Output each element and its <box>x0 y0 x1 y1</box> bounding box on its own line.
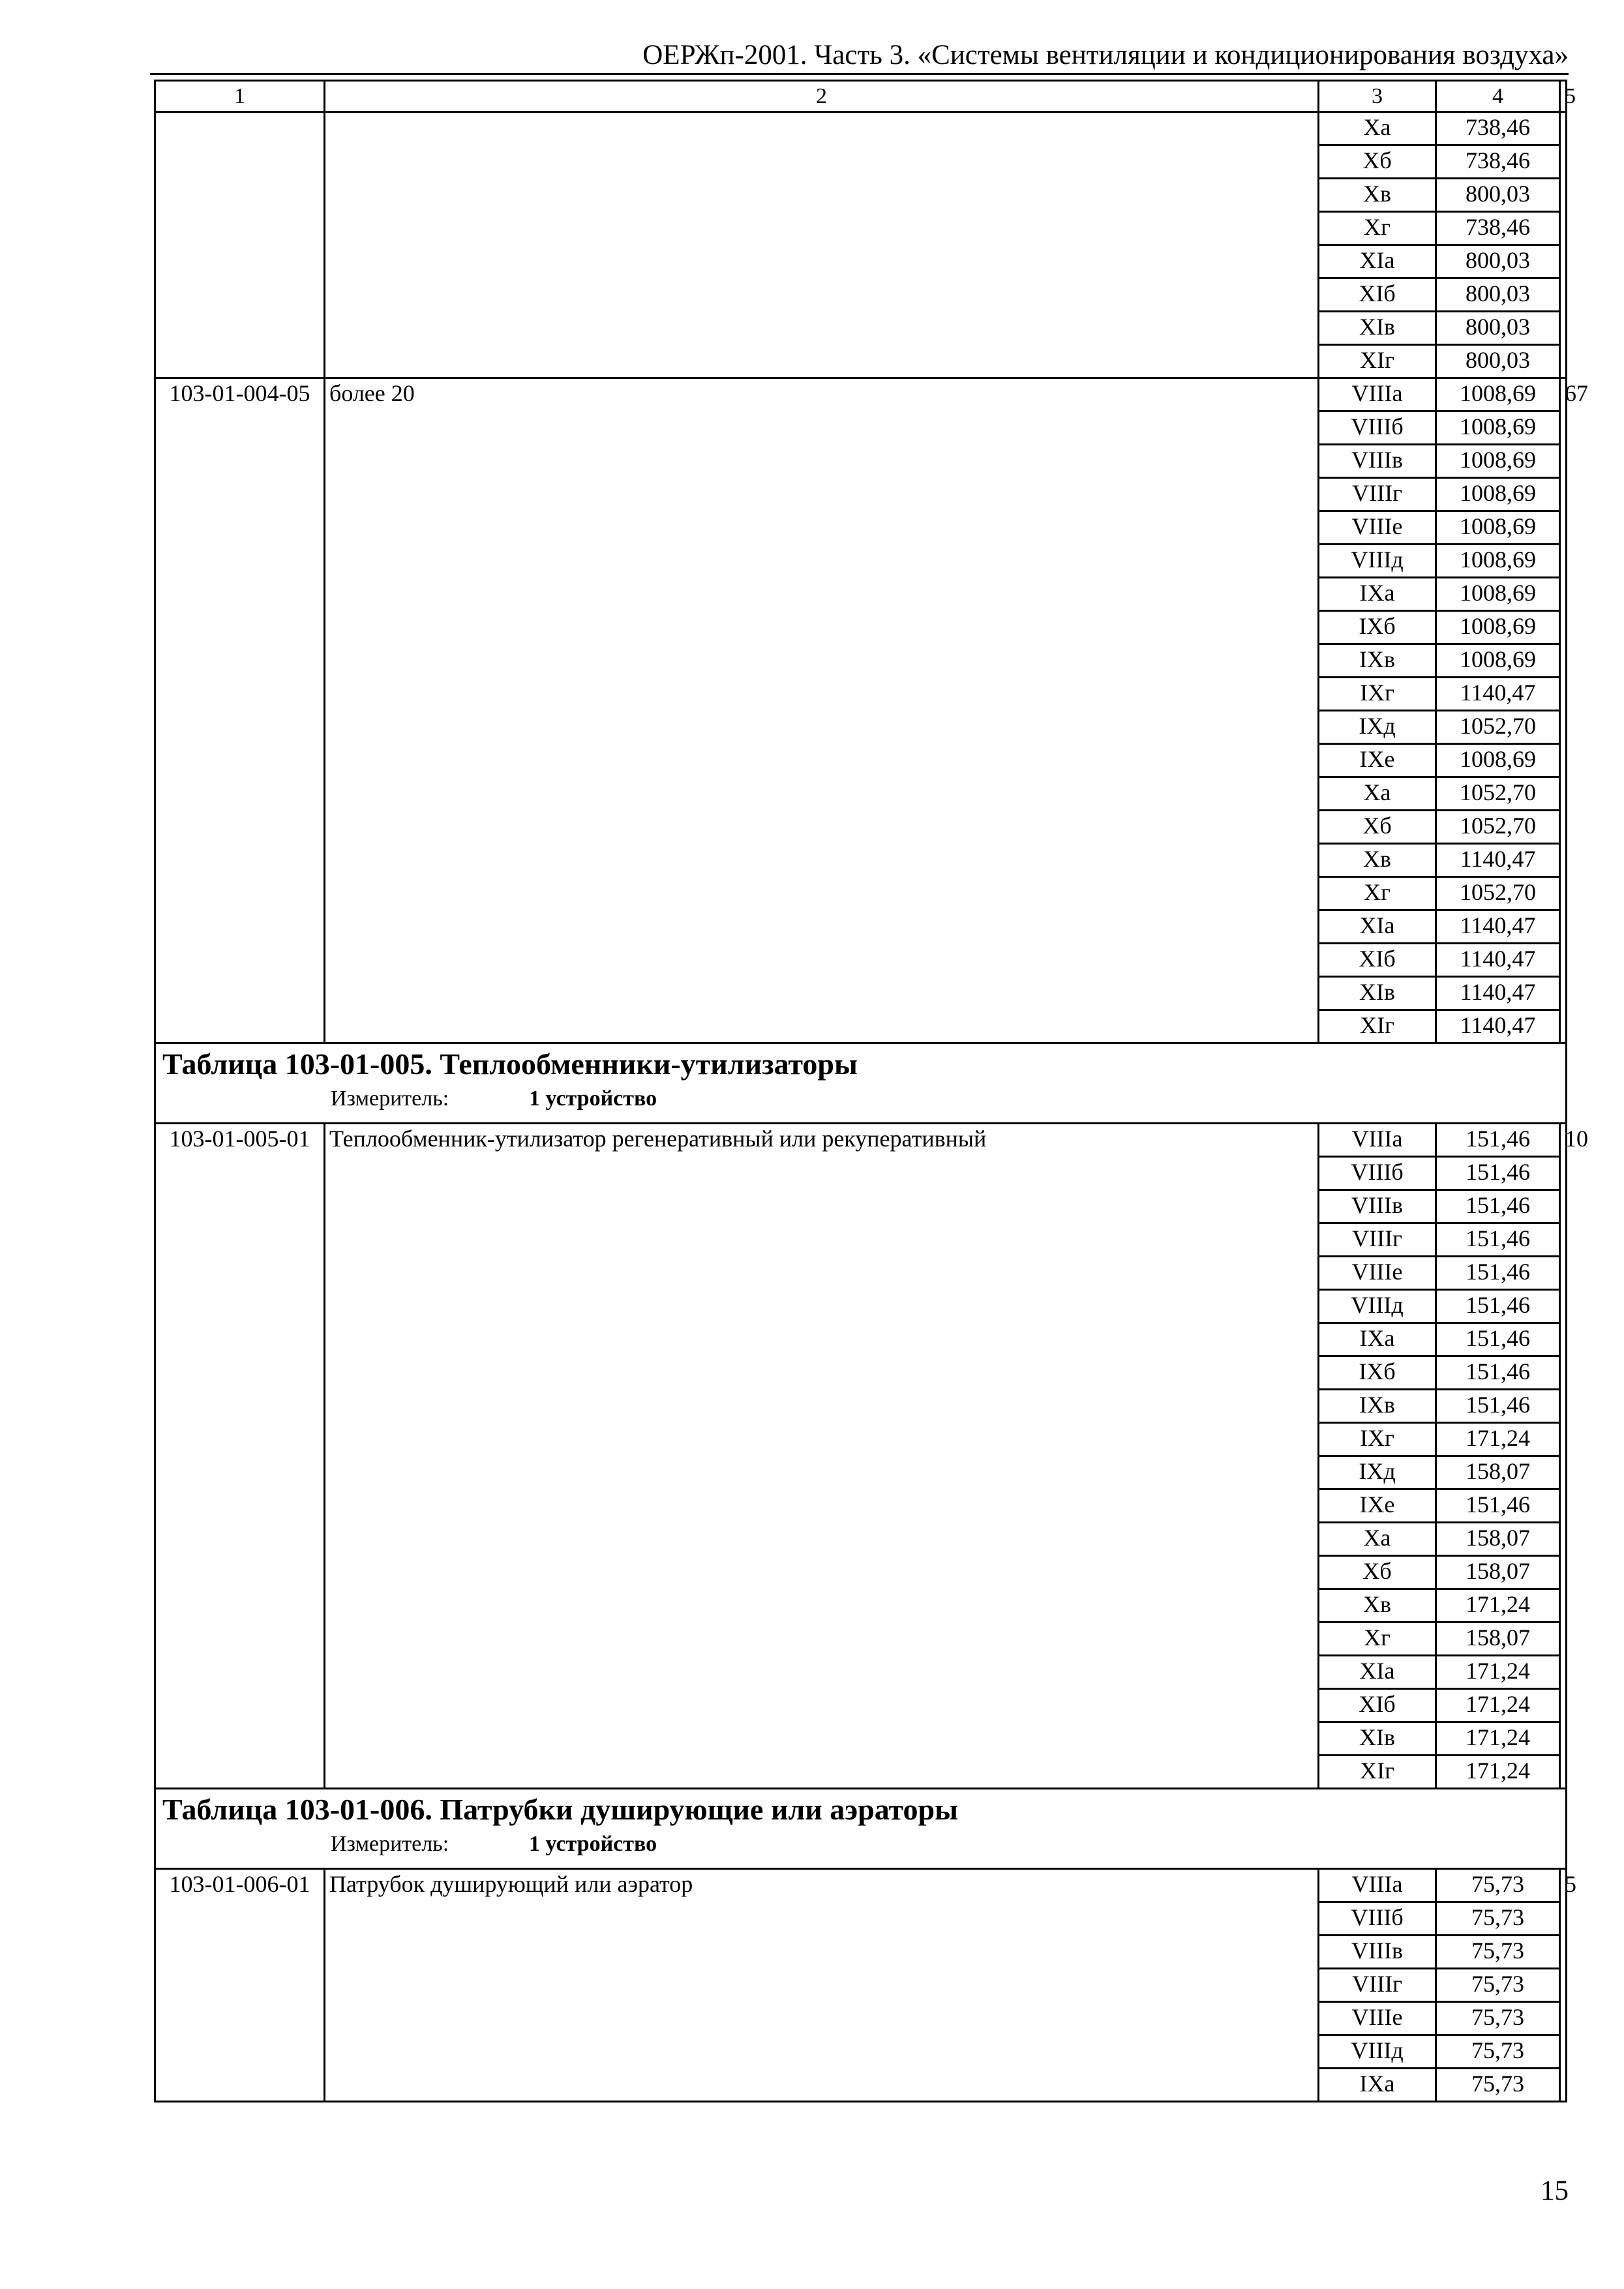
item-description-cell <box>325 112 1319 378</box>
zone-cell: XIв <box>1319 1722 1436 1756</box>
price-cell: 1008,69 <box>1436 478 1560 511</box>
price-cell: 1008,69 <box>1436 578 1560 611</box>
header-rule <box>150 73 1569 75</box>
price-cell: 738,46 <box>1436 212 1560 245</box>
price-cell: 1140,47 <box>1436 910 1560 944</box>
zone-cell: IXг <box>1319 678 1436 711</box>
price-cell: 151,46 <box>1436 1124 1560 1157</box>
price-cell: 158,07 <box>1436 1456 1560 1489</box>
item-code-cell: 103-01-006-01 <box>155 1869 325 2102</box>
price-cell: 1052,70 <box>1436 711 1560 744</box>
price-cell: 151,46 <box>1436 1223 1560 1257</box>
zone-cell: IXб <box>1319 1356 1436 1390</box>
price-cell: 1140,47 <box>1436 944 1560 977</box>
measure-value: 1 устройство <box>529 1832 657 1856</box>
price-cell: 1008,69 <box>1436 511 1560 545</box>
price-cell: 171,24 <box>1436 1656 1560 1689</box>
price-cell: 1008,69 <box>1436 378 1560 411</box>
measure-label: Измеритель: <box>331 1832 449 1856</box>
column-number: 4 <box>1436 81 1560 112</box>
zone-cell: Xa <box>1319 1523 1436 1556</box>
zone-cell: IXд <box>1319 711 1436 744</box>
zone-cell: XIв <box>1319 312 1436 345</box>
measure-line <box>156 1830 1565 1860</box>
zone-cell: XIг <box>1319 1010 1436 1043</box>
price-cell: 1140,47 <box>1436 977 1560 1010</box>
price-cell: 151,46 <box>1436 1190 1560 1223</box>
zone-cell: XIг <box>1319 345 1436 378</box>
table-row <box>155 1869 1567 1902</box>
price-cell: 1140,47 <box>1436 1010 1560 1043</box>
price-cell: 75,73 <box>1436 1902 1560 1936</box>
item-description-cell: более 20 <box>325 378 1319 1043</box>
price-cell: 158,07 <box>1436 1556 1560 1589</box>
zone-cell: Xв <box>1319 1589 1436 1623</box>
zone-cell: VIIIе <box>1319 511 1436 545</box>
zone-cell: IXa <box>1319 1323 1436 1356</box>
table-row <box>155 1124 1567 1157</box>
zone-cell: XIв <box>1319 977 1436 1010</box>
zone-cell: VIIIг <box>1319 478 1436 511</box>
price-cell: 151,46 <box>1436 1257 1560 1290</box>
price-cell: 151,46 <box>1436 1290 1560 1323</box>
price-cell: 75,73 <box>1436 1969 1560 2002</box>
item-code-cell: 103-01-004-05 <box>155 378 325 1043</box>
column-number-row <box>155 81 1567 112</box>
zone-cell: IXг <box>1319 1423 1436 1456</box>
item-description-cell: Теплообменник-утилизатор регенеративный или рекуперативный <box>325 1124 1319 1789</box>
zone-cell: Xв <box>1319 844 1436 877</box>
zone-cell: Xa <box>1319 777 1436 811</box>
zone-cell: VIIIд <box>1319 1290 1436 1323</box>
column-number: 5 <box>1560 81 1567 112</box>
price-cell: 75,73 <box>1436 2002 1560 2035</box>
zone-cell: VIIIa <box>1319 378 1436 411</box>
price-cell: 171,24 <box>1436 1689 1560 1722</box>
extra-value-cell: 5 <box>1560 1869 1567 2102</box>
price-cell: 75,73 <box>1436 1869 1560 1902</box>
price-cell: 1052,70 <box>1436 877 1560 910</box>
zone-cell: IXе <box>1319 1489 1436 1523</box>
measure-line <box>156 1085 1565 1115</box>
price-cell: 1008,69 <box>1436 611 1560 644</box>
zone-cell: Xб <box>1319 811 1436 844</box>
price-cell: 1140,47 <box>1436 844 1560 877</box>
zone-cell: VIIIб <box>1319 1157 1436 1190</box>
price-cell: 1008,69 <box>1436 445 1560 478</box>
zone-cell: IXб <box>1319 611 1436 644</box>
table-row <box>155 378 1567 411</box>
extra-value-cell <box>1560 112 1567 378</box>
zone-cell: VIIIд <box>1319 2035 1436 2069</box>
price-cell: 1008,69 <box>1436 644 1560 678</box>
section-header-cell <box>155 1789 1567 1869</box>
zone-cell: XIб <box>1319 278 1436 312</box>
price-cell: 151,46 <box>1436 1489 1560 1523</box>
price-cell: 800,03 <box>1436 312 1560 345</box>
price-cell: 171,24 <box>1436 1423 1560 1456</box>
price-cell: 158,07 <box>1436 1523 1560 1556</box>
zone-cell: XIa <box>1319 910 1436 944</box>
column-number: 3 <box>1319 81 1436 112</box>
zone-cell: VIIIв <box>1319 1190 1436 1223</box>
zone-cell: VIIIб <box>1319 411 1436 445</box>
zone-cell: VIIIв <box>1319 1936 1436 1969</box>
page-header-title: ОЕРЖп-2001. Часть 3. «Системы вентиляции и кондиционирования воздуха» <box>642 40 1569 70</box>
price-cell: 800,03 <box>1436 278 1560 312</box>
column-number: 1 <box>155 81 325 112</box>
section-header-row <box>155 1043 1567 1124</box>
zone-cell: XIг <box>1319 1756 1436 1789</box>
zone-cell: IXв <box>1319 1390 1436 1423</box>
zone-cell: Xг <box>1319 1623 1436 1656</box>
price-cell: 158,07 <box>1436 1623 1560 1656</box>
zone-cell: Xa <box>1319 112 1436 145</box>
zone-cell: Xг <box>1319 212 1436 245</box>
price-cell: 1052,70 <box>1436 811 1560 844</box>
zone-cell: VIIIд <box>1319 545 1436 578</box>
extra-value-cell: 67 <box>1560 378 1567 1043</box>
zone-cell: VIIIг <box>1319 1223 1436 1257</box>
measure-label: Измеритель: <box>331 1086 449 1111</box>
zone-cell: IXд <box>1319 1456 1436 1489</box>
price-cell: 151,46 <box>1436 1157 1560 1190</box>
price-cell: 171,24 <box>1436 1589 1560 1623</box>
zone-cell: VIIIa <box>1319 1869 1436 1902</box>
price-cell: 1052,70 <box>1436 777 1560 811</box>
price-cell: 1008,69 <box>1436 545 1560 578</box>
price-table-body <box>155 81 1588 2102</box>
price-cell: 75,73 <box>1436 1936 1560 1969</box>
price-cell: 151,46 <box>1436 1390 1560 1423</box>
price-cell: 1140,47 <box>1436 678 1560 711</box>
price-cell: 800,03 <box>1436 345 1560 378</box>
price-cell: 1008,69 <box>1436 411 1560 445</box>
zone-cell: VIIIa <box>1319 1124 1436 1157</box>
zone-cell: XIб <box>1319 1689 1436 1722</box>
price-cell: 75,73 <box>1436 2035 1560 2069</box>
zone-cell: IXa <box>1319 578 1436 611</box>
price-cell: 738,46 <box>1436 112 1560 145</box>
zone-cell: VIIIб <box>1319 1902 1436 1936</box>
zone-cell: Xб <box>1319 145 1436 179</box>
zone-cell: Xг <box>1319 877 1436 910</box>
price-cell: 738,46 <box>1436 145 1560 179</box>
item-code-cell <box>155 112 325 378</box>
section-title: Таблица 103-01-006. Патрубки душирующие или аэраторы <box>162 1793 959 1826</box>
price-cell: 800,03 <box>1436 245 1560 278</box>
measure-value: 1 устройство <box>529 1086 657 1111</box>
section-title: Таблица 103-01-005. Теплообменники-утилизаторы <box>162 1047 858 1081</box>
price-table <box>154 80 1588 2102</box>
price-cell: 151,46 <box>1436 1356 1560 1390</box>
zone-cell: VIIIв <box>1319 445 1436 478</box>
table-row <box>155 112 1567 145</box>
price-cell: 171,24 <box>1436 1756 1560 1789</box>
price-cell: 1008,69 <box>1436 744 1560 777</box>
zone-cell: XIa <box>1319 245 1436 278</box>
price-cell: 800,03 <box>1436 179 1560 212</box>
zone-cell: Xв <box>1319 179 1436 212</box>
zone-cell: IXе <box>1319 744 1436 777</box>
price-cell: 171,24 <box>1436 1722 1560 1756</box>
page-number: 15 <box>1541 2176 1569 2206</box>
zone-cell: Xб <box>1319 1556 1436 1589</box>
zone-cell: IXв <box>1319 644 1436 678</box>
zone-cell: VIIIе <box>1319 2002 1436 2035</box>
extra-value-cell: 10 <box>1560 1124 1567 1789</box>
zone-cell: XIб <box>1319 944 1436 977</box>
price-cell: 151,46 <box>1436 1323 1560 1356</box>
item-code-cell: 103-01-005-01 <box>155 1124 325 1789</box>
section-header-row <box>155 1789 1567 1869</box>
zone-cell: IXa <box>1319 2069 1436 2102</box>
column-number: 2 <box>325 81 1319 112</box>
section-header-cell <box>155 1043 1567 1124</box>
item-description-cell: Патрубок душирующий или аэратор <box>325 1869 1319 2102</box>
zone-cell: VIIIг <box>1319 1969 1436 2002</box>
zone-cell: XIa <box>1319 1656 1436 1689</box>
zone-cell: VIIIе <box>1319 1257 1436 1290</box>
price-cell: 75,73 <box>1436 2069 1560 2102</box>
